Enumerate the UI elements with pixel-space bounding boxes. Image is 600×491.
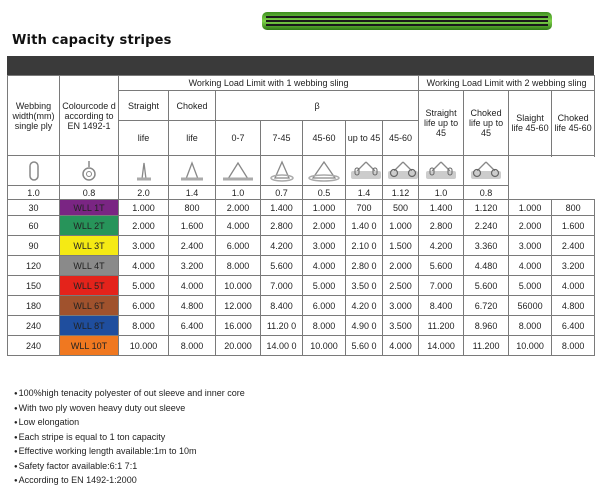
value-cell: 5.000: [303, 276, 346, 296]
value-cell: 1.500: [383, 236, 419, 256]
value-cell: 2.240: [464, 216, 509, 236]
table-top-bar: [7, 56, 594, 75]
g2-header-2: Choked life up to 45: [464, 91, 509, 156]
value-cell: 2.000: [303, 216, 346, 236]
factor-cell: 0.5: [303, 186, 346, 200]
value-cell: 2.800: [419, 216, 464, 236]
value-cell: 10.000: [119, 336, 169, 356]
value-cell: 4.20 0: [346, 296, 383, 316]
angle-header-5: 45-60: [383, 121, 419, 156]
value-cell: 700: [346, 200, 383, 216]
table-row: [8, 336, 595, 356]
colour-code-cell: [60, 316, 119, 336]
factor-cell: 1.0: [8, 186, 60, 200]
value-cell: 2.000: [119, 216, 169, 236]
value-cell: 1.000: [303, 200, 346, 216]
value-cell: 2.10 0: [346, 236, 383, 256]
webbing-width-cell: 150: [8, 276, 60, 296]
factor-cell: 0.8: [464, 186, 509, 200]
value-cell: 5.600: [464, 276, 509, 296]
beta-header: β: [216, 91, 419, 121]
value-cell: 3.000: [509, 236, 552, 256]
value-cell: 8.000: [509, 316, 552, 336]
colour-code-label: WLL 8T: [73, 320, 105, 331]
note-item: ● Each stripe is equal to 1 ton capacity: [14, 430, 245, 445]
value-cell: 2.000: [383, 256, 419, 276]
value-cell: 11.200: [464, 336, 509, 356]
value-cell: 5.000: [119, 276, 169, 296]
value-cell: 5.600: [419, 256, 464, 276]
factor-cell: 1.4: [346, 186, 383, 200]
value-cell: 1.40 0: [346, 216, 383, 236]
value-cell: 3.500: [383, 316, 419, 336]
value-cell: 10.000: [509, 336, 552, 356]
value-cell: 8.960: [464, 316, 509, 336]
table-row: [8, 236, 595, 256]
colour-code-cell: [60, 336, 119, 356]
value-cell: 4.000: [216, 216, 261, 236]
note-item: ● According to EN 1492-1:2000: [14, 473, 245, 488]
colour-code-header: Colourcode d according to EN 1492-1: [60, 76, 119, 156]
choked-lift-icon: [60, 156, 119, 186]
colour-code-label: WLL 4T: [73, 260, 105, 271]
note-item: ● Effective working length available:1m to 10m: [14, 444, 245, 459]
webbing-width-header: Webbing width(mm) single ply: [8, 76, 60, 156]
value-cell: 2.400: [169, 236, 216, 256]
value-cell: 6.720: [464, 296, 509, 316]
straight-header: Straight: [119, 91, 169, 121]
value-cell: 1.000: [119, 200, 169, 216]
value-cell: 1.000: [509, 200, 552, 216]
value-cell: 2.000: [509, 216, 552, 236]
value-cell: 3.200: [552, 256, 595, 276]
value-cell: 2.800: [261, 216, 303, 236]
colour-code-cell: [60, 276, 119, 296]
webbing-width-cell: 240: [8, 336, 60, 356]
colour-code-label: WLL 3T: [73, 240, 105, 251]
value-cell: 12.000: [216, 296, 261, 316]
capacity-table: [7, 75, 595, 356]
value-cell: 4.90 0: [346, 316, 383, 336]
value-cell: 4.000: [119, 256, 169, 276]
angle-header-1: 0-7: [216, 121, 261, 156]
webbing-width-cell: 180: [8, 296, 60, 316]
value-cell: 2.400: [552, 236, 595, 256]
value-cell: 1.400: [261, 200, 303, 216]
factor-cell: 1.4: [169, 186, 216, 200]
value-cell: 10.000: [303, 336, 346, 356]
value-cell: 500: [383, 200, 419, 216]
value-cell: 5.60 0: [346, 336, 383, 356]
colour-code-cell: [60, 236, 119, 256]
factor-cell: 1.0: [216, 186, 261, 200]
value-cell: 4.000: [509, 256, 552, 276]
value-cell: 3.360: [464, 236, 509, 256]
value-cell: 4.000: [552, 276, 595, 296]
section-heading: With capacity stripes: [12, 33, 172, 48]
value-cell: 10.000: [216, 276, 261, 296]
value-cell: 7.000: [419, 276, 464, 296]
choked-basket-45-60-icon: [303, 156, 346, 186]
group2-header: Working Load Limit with 2 webbing sling: [419, 76, 595, 91]
note-item: ● With two ply woven heavy duty out sleeve: [14, 401, 245, 416]
value-cell: 11.20 0: [261, 316, 303, 336]
value-cell: 2.000: [216, 200, 261, 216]
value-cell: 5.000: [509, 276, 552, 296]
value-cell: 6.000: [119, 296, 169, 316]
note-item: ● Low elongation: [14, 415, 245, 430]
g2-header-4: Choked life 45-60: [552, 91, 595, 156]
factor-cell: 0.8: [60, 186, 119, 200]
value-cell: 6.000: [303, 296, 346, 316]
webbing-width-cell: 90: [8, 236, 60, 256]
value-cell: 3.000: [119, 236, 169, 256]
value-cell: 8.000: [119, 316, 169, 336]
two-sling-straight-45-60-icon: [419, 156, 464, 186]
colour-code-label: WLL 1T: [73, 202, 105, 213]
value-cell: 14.000: [419, 336, 464, 356]
factor-cell: 1.0: [419, 186, 464, 200]
table-row: [8, 200, 595, 216]
table-row: [8, 296, 595, 316]
factor-cell: 2.0: [119, 186, 169, 200]
value-cell: 2.500: [383, 276, 419, 296]
value-cell: 3.200: [169, 256, 216, 276]
straight-lift-icon: [8, 156, 60, 186]
table-row: [8, 216, 595, 236]
value-cell: 1.120: [464, 200, 509, 216]
value-cell: 11.200: [419, 316, 464, 336]
colour-code-cell: [60, 200, 119, 216]
choked-basket-up-to-45-icon: [261, 156, 303, 186]
value-cell: 4.480: [464, 256, 509, 276]
g2-header-1: Straight life up to 45: [419, 91, 464, 156]
group1-header: Working Load Limit with 1 webbing sling: [119, 76, 419, 91]
value-cell: 56000: [509, 296, 552, 316]
value-cell: 4.000: [169, 276, 216, 296]
colour-code-cell: [60, 216, 119, 236]
two-sling-choked-45-icon: [383, 156, 419, 186]
value-cell: 4.000: [303, 256, 346, 276]
basket-45-60-icon: [216, 156, 261, 186]
straight-life-label: life: [119, 121, 169, 156]
colour-code-label: WLL 2T: [73, 220, 105, 231]
value-cell: 2.80 0: [346, 256, 383, 276]
value-cell: 5.600: [261, 256, 303, 276]
note-item: ● 100%high tenacity polyester of out sleeve and inner core: [14, 386, 245, 401]
value-cell: 8.400: [261, 296, 303, 316]
value-cell: 3.000: [303, 236, 346, 256]
value-cell: 3.000: [383, 296, 419, 316]
value-cell: 8.000: [169, 336, 216, 356]
value-cell: 16.000: [216, 316, 261, 336]
colour-code-label: WLL 10T: [70, 340, 108, 351]
colour-code-label: WLL 6T: [73, 300, 105, 311]
value-cell: 6.400: [552, 316, 595, 336]
value-cell: 6.400: [169, 316, 216, 336]
two-sling-choked-45-60-icon: [464, 156, 509, 186]
value-cell: 1.000: [383, 216, 419, 236]
value-cell: 4.000: [383, 336, 419, 356]
colour-code-label: WLL 5T: [73, 280, 105, 291]
value-cell: 4.200: [419, 236, 464, 256]
value-cell: 20.000: [216, 336, 261, 356]
colour-code-cell: [60, 256, 119, 276]
factor-cell: 1.12: [383, 186, 419, 200]
feature-notes: [14, 386, 245, 488]
value-cell: 8.000: [216, 256, 261, 276]
value-cell: 800: [552, 200, 595, 216]
webbing-width-cell: 30: [8, 200, 60, 216]
angle-header-3: 45-60: [303, 121, 346, 156]
value-cell: 8.000: [552, 336, 595, 356]
basket-0-7-icon: [119, 156, 169, 186]
value-cell: 1.600: [552, 216, 595, 236]
colour-code-cell: [60, 296, 119, 316]
table-row: [8, 276, 595, 296]
value-cell: 1.600: [169, 216, 216, 236]
value-cell: 4.200: [261, 236, 303, 256]
value-cell: 8.400: [419, 296, 464, 316]
value-cell: 1.400: [419, 200, 464, 216]
value-cell: 7.000: [261, 276, 303, 296]
value-cell: 4.800: [552, 296, 595, 316]
value-cell: 6.000: [216, 236, 261, 256]
angle-header-4: up to 45: [346, 121, 383, 156]
value-cell: 800: [169, 200, 216, 216]
note-item: ● Safety factor available:6:1 7:1: [14, 459, 245, 474]
basket-7-45-icon: [169, 156, 216, 186]
value-cell: 8.000: [303, 316, 346, 336]
choked-life-label: life: [169, 121, 216, 156]
webbing-width-cell: 60: [8, 216, 60, 236]
value-cell: 14.00 0: [261, 336, 303, 356]
angle-header-2: 7-45: [261, 121, 303, 156]
sling-photo: [262, 10, 552, 32]
table-row: [8, 316, 595, 336]
factor-cell: 0.7: [261, 186, 303, 200]
value-cell: 4.800: [169, 296, 216, 316]
webbing-width-cell: 240: [8, 316, 60, 336]
value-cell: 3.50 0: [346, 276, 383, 296]
g2-header-3: Slaight life 45-60: [509, 91, 552, 156]
two-sling-straight-45-icon: [346, 156, 383, 186]
webbing-width-cell: 120: [8, 256, 60, 276]
choked-header: Choked: [169, 91, 216, 121]
table-row: [8, 256, 595, 276]
